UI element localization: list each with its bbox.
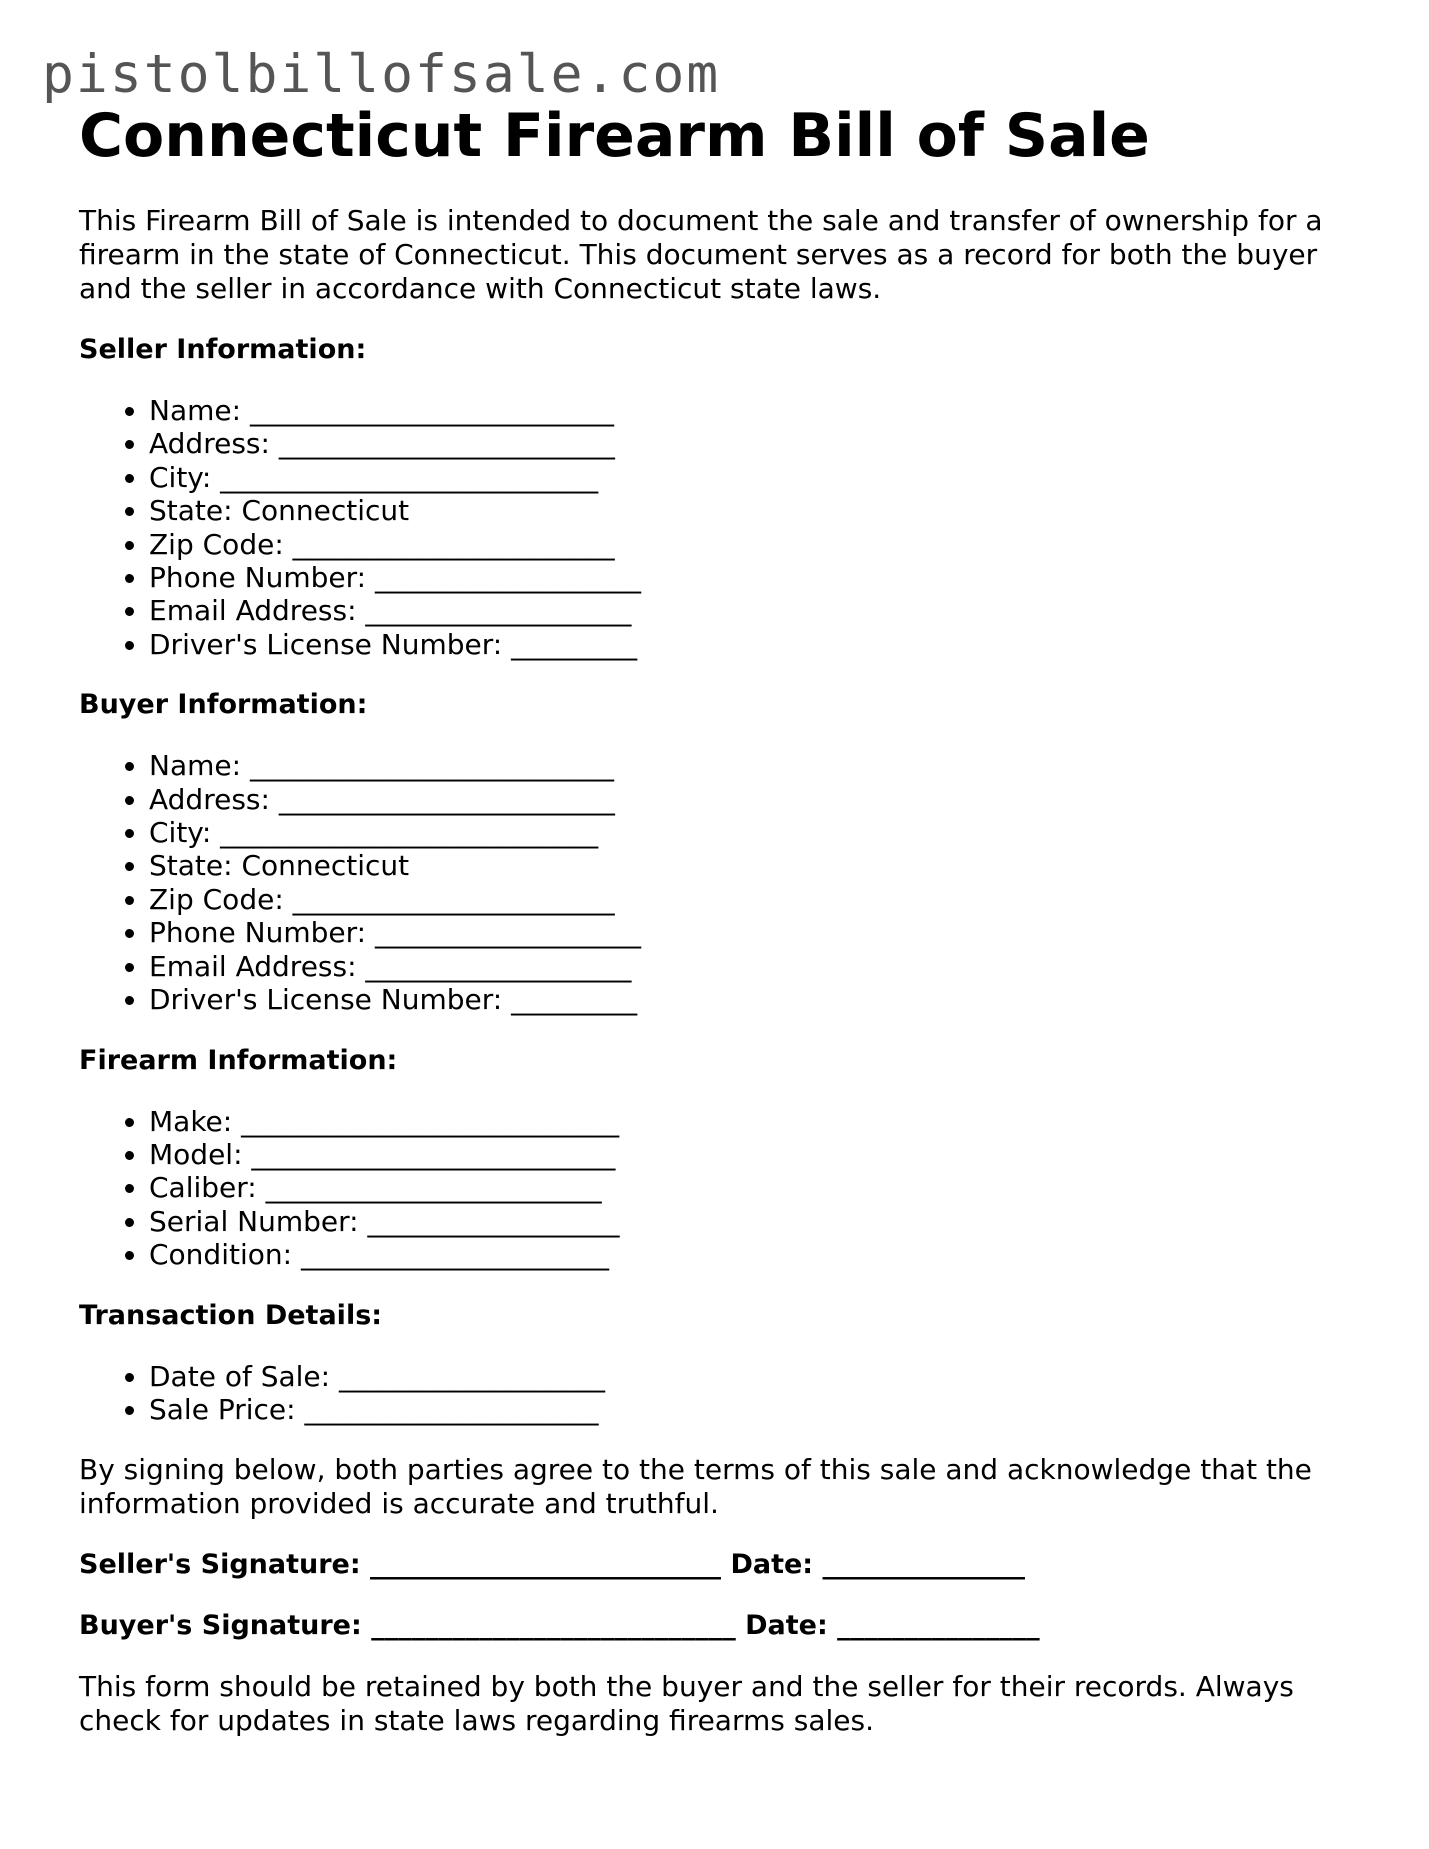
firearm-model-field: • Model: __________________________ [149, 1138, 1369, 1171]
transaction-info-list [79, 1360, 1369, 1427]
firearm-condition-field: • Condition: ______________________ [149, 1238, 1369, 1271]
buyer-state-field: • State: Connecticut [149, 849, 1369, 882]
date-of-sale-field: • Date of Sale: ___________________ [149, 1360, 1369, 1393]
seller-phone-field: • Phone Number: ___________________ [149, 561, 1369, 594]
firearm-info-list [79, 1105, 1369, 1272]
buyer-name-field: • Name: __________________________ [149, 749, 1369, 782]
seller-state-field: • State: Connecticut [149, 494, 1369, 527]
buyer-section-heading: Buyer Information: [79, 689, 368, 721]
seller-city-field: • City: ___________________________ [149, 461, 1369, 494]
seller-name-field: • Name: __________________________ [149, 394, 1369, 427]
seller-signature-line: Seller's Signature: __________________________ Date: _______________ [79, 1549, 1026, 1581]
buyer-zip-field: • Zip Code: _______________________ [149, 883, 1369, 916]
agreement-paragraph: By signing below, both parties agree to the terms of this sale and acknowledge that the information provided is accurate and truthful. [79, 1453, 1312, 1521]
firearm-caliber-field: • Caliber: ________________________ [149, 1171, 1369, 1204]
intro-paragraph: This Firearm Bill of Sale is intended to document the sale and transfer of ownership for a firearm in the state of Connecticut. This document serves as a record for both the buyer and the seller in accordance with Connecticut state laws. [79, 204, 1323, 305]
buyer-signature-line: Buyer's Signature: ___________________________ Date: _______________ [79, 1610, 1040, 1642]
buyer-info-list [79, 749, 1369, 1016]
seller-info-list [79, 394, 1369, 661]
seller-zip-field: • Zip Code: _______________________ [149, 528, 1369, 561]
seller-license-field: • Driver's License Number: _________ [149, 628, 1369, 661]
firearm-make-field: • Make: ___________________________ [149, 1105, 1369, 1138]
buyer-license-field: • Driver's License Number: _________ [149, 983, 1369, 1016]
document-body [79, 98, 1369, 1738]
buyer-phone-field: • Phone Number: ___________________ [149, 916, 1369, 949]
buyer-address-field: • Address: ________________________ [149, 783, 1369, 816]
buyer-city-field: • City: ___________________________ [149, 816, 1369, 849]
buyer-email-field: • Email Address: ___________________ [149, 950, 1369, 983]
firearm-section-heading: Firearm Information: [79, 1044, 398, 1076]
retention-note: This form should be retained by both the buyer and the seller for their records. Always check for updates in state laws regarding firearms sales. [79, 1670, 1294, 1738]
watermark-text: pistolbillofsale.com [42, 44, 721, 105]
seller-section-heading: Seller Information: [79, 334, 367, 365]
document-title: Connecticut Firearm Bill of Sale [79, 101, 1150, 171]
transaction-section-heading: Transaction Details: [79, 1299, 383, 1331]
sale-price-field: • Sale Price: _____________________ [149, 1393, 1369, 1426]
seller-email-field: • Email Address: ___________________ [149, 594, 1369, 627]
seller-address-field: • Address: ________________________ [149, 427, 1369, 460]
firearm-serial-field: • Serial Number: __________________ [149, 1205, 1369, 1238]
